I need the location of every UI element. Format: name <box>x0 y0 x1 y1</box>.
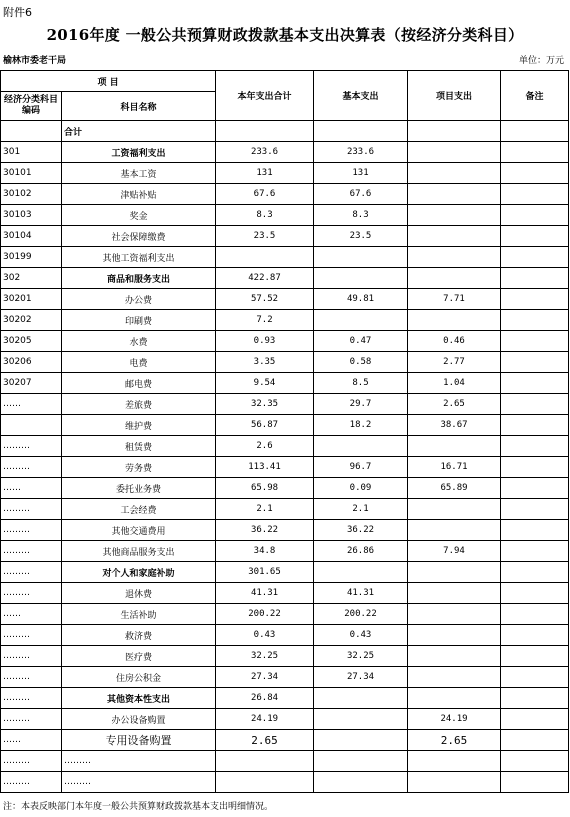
cell-project <box>408 142 501 163</box>
cell-project: 2.65 <box>408 730 501 751</box>
cell-basic: 36.22 <box>314 520 408 541</box>
cell-name: 对个人和家庭补助 <box>62 562 216 583</box>
cell-name: 其他商品服务支出 <box>62 541 216 562</box>
cell-name: 印刷费 <box>62 310 216 331</box>
cell-name: ……… <box>62 772 216 793</box>
cell-code: ……… <box>1 646 62 667</box>
cell-name: 其他工资福利支出 <box>62 247 216 268</box>
table-row <box>1 583 569 604</box>
cell-total <box>216 247 314 268</box>
cell-total <box>216 121 314 142</box>
header-basic: 基本支出 <box>314 71 408 121</box>
table-row <box>1 541 569 562</box>
cell-total: 2.1 <box>216 499 314 520</box>
department-name: 榆林市委老干局 <box>3 56 67 66</box>
table-row <box>1 667 569 688</box>
cell-total: 24.19 <box>216 709 314 730</box>
cell-note <box>501 415 569 436</box>
cell-note <box>501 268 569 289</box>
cell-basic: 0.09 <box>314 478 408 499</box>
table-row <box>1 205 569 226</box>
cell-project: 24.19 <box>408 709 501 730</box>
cell-name: 合计 <box>62 121 216 142</box>
cell-code: ……… <box>1 562 62 583</box>
cell-note <box>501 352 569 373</box>
cell-project <box>408 436 501 457</box>
cell-code: 30205 <box>1 331 62 352</box>
cell-total: 200.22 <box>216 604 314 625</box>
cell-code <box>1 415 62 436</box>
cell-name: 工资福利支出 <box>62 142 216 163</box>
cell-project <box>408 562 501 583</box>
cell-total: 0.43 <box>216 625 314 646</box>
cell-project <box>408 751 501 772</box>
cell-note <box>501 163 569 184</box>
cell-basic: 27.34 <box>314 667 408 688</box>
table-row <box>1 352 569 373</box>
cell-code: 30201 <box>1 289 62 310</box>
table-row <box>1 457 569 478</box>
cell-project <box>408 772 501 793</box>
cell-basic: 18.2 <box>314 415 408 436</box>
cell-code: ……… <box>1 709 62 730</box>
cell-code: …… <box>1 604 62 625</box>
cell-basic <box>314 688 408 709</box>
cell-basic <box>314 730 408 751</box>
cell-code: 30103 <box>1 205 62 226</box>
cell-name: 生活补助 <box>62 604 216 625</box>
table-row <box>1 436 569 457</box>
cell-basic <box>314 310 408 331</box>
cell-note <box>501 625 569 646</box>
cell-basic <box>314 562 408 583</box>
cell-project: 65.89 <box>408 478 501 499</box>
table-row <box>1 226 569 247</box>
cell-project: 2.65 <box>408 394 501 415</box>
cell-note <box>501 562 569 583</box>
table-row <box>1 142 569 163</box>
cell-code: ……… <box>1 436 62 457</box>
cell-total: 65.98 <box>216 478 314 499</box>
cell-project <box>408 625 501 646</box>
cell-code: ……… <box>1 457 62 478</box>
cell-note <box>501 247 569 268</box>
table-row <box>1 289 569 310</box>
cell-note <box>501 667 569 688</box>
table-row <box>1 247 569 268</box>
cell-name: 退休费 <box>62 583 216 604</box>
cell-code: …… <box>1 478 62 499</box>
cell-name: 住房公积金 <box>62 667 216 688</box>
cell-project <box>408 163 501 184</box>
cell-basic <box>314 247 408 268</box>
cell-basic: 0.58 <box>314 352 408 373</box>
table-row <box>1 520 569 541</box>
cell-basic: 67.6 <box>314 184 408 205</box>
cell-note <box>501 394 569 415</box>
cell-basic <box>314 121 408 142</box>
table-row <box>1 184 569 205</box>
cell-name: 商品和服务支出 <box>62 268 216 289</box>
cell-project: 1.04 <box>408 373 501 394</box>
cell-basic: 32.25 <box>314 646 408 667</box>
cell-note <box>501 583 569 604</box>
table-row <box>1 373 569 394</box>
cell-name: 办公设备购置 <box>62 709 216 730</box>
cell-note <box>501 604 569 625</box>
cell-project <box>408 268 501 289</box>
table-body <box>1 121 569 793</box>
cell-project <box>408 646 501 667</box>
cell-name: 办公费 <box>62 289 216 310</box>
cell-total: 32.35 <box>216 394 314 415</box>
cell-code: 30199 <box>1 247 62 268</box>
expenditure-table <box>0 70 569 793</box>
cell-basic: 131 <box>314 163 408 184</box>
cell-total: 8.3 <box>216 205 314 226</box>
cell-basic: 23.5 <box>314 226 408 247</box>
cell-name: 基本工资 <box>62 163 216 184</box>
cell-project <box>408 184 501 205</box>
cell-code: 30102 <box>1 184 62 205</box>
table-row <box>1 331 569 352</box>
table-row <box>1 268 569 289</box>
cell-project <box>408 604 501 625</box>
cell-project <box>408 247 501 268</box>
cell-code: ……… <box>1 625 62 646</box>
cell-name: 邮电费 <box>62 373 216 394</box>
cell-note <box>501 373 569 394</box>
cell-basic: 29.7 <box>314 394 408 415</box>
cell-project <box>408 583 501 604</box>
cell-total: 422.87 <box>216 268 314 289</box>
cell-basic: 49.81 <box>314 289 408 310</box>
cell-basic: 96.7 <box>314 457 408 478</box>
cell-name: 委托业务费 <box>62 478 216 499</box>
cell-basic: 8.3 <box>314 205 408 226</box>
table-row <box>1 499 569 520</box>
cell-basic: 41.31 <box>314 583 408 604</box>
cell-note <box>501 436 569 457</box>
table-row <box>1 646 569 667</box>
table-row <box>1 604 569 625</box>
table-row <box>1 562 569 583</box>
cell-note <box>501 751 569 772</box>
cell-code: ……… <box>1 751 62 772</box>
cell-name: 差旅费 <box>62 394 216 415</box>
table-row <box>1 121 569 142</box>
cell-basic: 2.1 <box>314 499 408 520</box>
cell-project: 2.77 <box>408 352 501 373</box>
cell-note <box>501 499 569 520</box>
table-row <box>1 478 569 499</box>
cell-project <box>408 310 501 331</box>
cell-total: 26.84 <box>216 688 314 709</box>
cell-total: 233.6 <box>216 142 314 163</box>
cell-name: 劳务费 <box>62 457 216 478</box>
cell-total: 9.54 <box>216 373 314 394</box>
cell-note <box>501 226 569 247</box>
cell-name: 奖金 <box>62 205 216 226</box>
cell-total: 34.8 <box>216 541 314 562</box>
cell-name: 津贴补贴 <box>62 184 216 205</box>
cell-code: 301 <box>1 142 62 163</box>
cell-total: 56.87 <box>216 415 314 436</box>
report-title: 2016年度 一般公共预算财政拨款基本支出决算表（按经济分类科目） <box>46 26 524 44</box>
cell-project: 7.94 <box>408 541 501 562</box>
cell-code: 30101 <box>1 163 62 184</box>
cell-code: 302 <box>1 268 62 289</box>
cell-project <box>408 205 501 226</box>
table-row <box>1 163 569 184</box>
cell-note <box>501 457 569 478</box>
cell-project <box>408 499 501 520</box>
cell-project: 7.71 <box>408 289 501 310</box>
header-item: 项 目 <box>1 71 216 92</box>
attachment-label: 附件6 <box>3 6 32 19</box>
cell-project: 16.71 <box>408 457 501 478</box>
cell-basic <box>314 709 408 730</box>
cell-basic: 233.6 <box>314 142 408 163</box>
table-row <box>1 394 569 415</box>
cell-project <box>408 226 501 247</box>
cell-name: 救济费 <box>62 625 216 646</box>
cell-name: 工会经费 <box>62 499 216 520</box>
cell-total: 32.25 <box>216 646 314 667</box>
cell-basic: 0.47 <box>314 331 408 352</box>
cell-code: ……… <box>1 688 62 709</box>
cell-basic: 200.22 <box>314 604 408 625</box>
cell-total: 67.6 <box>216 184 314 205</box>
table-row <box>1 751 569 772</box>
cell-total: 2.6 <box>216 436 314 457</box>
cell-total: 0.93 <box>216 331 314 352</box>
cell-code: ……… <box>1 772 62 793</box>
footnote: 注：本表反映部门本年度一般公共预算财政拨款基本支出明细情况。 <box>3 802 274 812</box>
cell-note <box>501 331 569 352</box>
cell-code: 30206 <box>1 352 62 373</box>
cell-name: 租赁费 <box>62 436 216 457</box>
cell-name: 其他资本性支出 <box>62 688 216 709</box>
cell-basic <box>314 436 408 457</box>
cell-code: ……… <box>1 520 62 541</box>
header-code: 经济分类科目编码 <box>1 92 62 121</box>
header-total: 本年支出合计 <box>216 71 314 121</box>
cell-project <box>408 121 501 142</box>
cell-note <box>501 541 569 562</box>
cell-note <box>501 520 569 541</box>
cell-total: 27.34 <box>216 667 314 688</box>
unit-line <box>0 50 570 66</box>
cell-code: ……… <box>1 667 62 688</box>
cell-basic: 26.86 <box>314 541 408 562</box>
cell-name: 医疗费 <box>62 646 216 667</box>
cell-project <box>408 688 501 709</box>
cell-code: 30104 <box>1 226 62 247</box>
table-row <box>1 730 569 751</box>
cell-code: ……… <box>1 583 62 604</box>
cell-note <box>501 121 569 142</box>
cell-total: 113.41 <box>216 457 314 478</box>
cell-code: ……… <box>1 499 62 520</box>
cell-total: 23.5 <box>216 226 314 247</box>
cell-code: ……… <box>1 541 62 562</box>
cell-name: 其他交通费用 <box>62 520 216 541</box>
cell-note <box>501 289 569 310</box>
cell-note <box>501 142 569 163</box>
cell-note <box>501 184 569 205</box>
cell-total: 2.65 <box>216 730 314 751</box>
cell-basic <box>314 751 408 772</box>
table-row <box>1 625 569 646</box>
cell-project <box>408 520 501 541</box>
header-project: 项目支出 <box>408 71 501 121</box>
cell-basic: 8.5 <box>314 373 408 394</box>
cell-note <box>501 709 569 730</box>
cell-code: 30202 <box>1 310 62 331</box>
cell-basic <box>314 268 408 289</box>
cell-note <box>501 688 569 709</box>
cell-project: 0.46 <box>408 331 501 352</box>
cell-total <box>216 772 314 793</box>
cell-total: 36.22 <box>216 520 314 541</box>
cell-note <box>501 772 569 793</box>
table-row <box>1 709 569 730</box>
cell-project: 38.67 <box>408 415 501 436</box>
cell-note <box>501 205 569 226</box>
cell-basic <box>314 772 408 793</box>
cell-total: 7.2 <box>216 310 314 331</box>
cell-name: ……… <box>62 751 216 772</box>
cell-name: 电费 <box>62 352 216 373</box>
cell-name: 水费 <box>62 331 216 352</box>
cell-note <box>501 646 569 667</box>
cell-total: 3.35 <box>216 352 314 373</box>
header-note: 备注 <box>501 71 569 121</box>
cell-name: 社会保障缴费 <box>62 226 216 247</box>
table-row <box>1 310 569 331</box>
cell-total: 57.52 <box>216 289 314 310</box>
cell-total: 131 <box>216 163 314 184</box>
cell-project <box>408 667 501 688</box>
table-row <box>1 688 569 709</box>
cell-code <box>1 121 62 142</box>
cell-note <box>501 478 569 499</box>
cell-total: 301.65 <box>216 562 314 583</box>
cell-code: …… <box>1 730 62 751</box>
cell-basic: 0.43 <box>314 625 408 646</box>
cell-total: 41.31 <box>216 583 314 604</box>
cell-code: 30207 <box>1 373 62 394</box>
cell-name: 专用设备购置 <box>62 730 216 751</box>
table-row <box>1 415 569 436</box>
header-name: 科目名称 <box>62 92 216 121</box>
cell-name: 维护费 <box>62 415 216 436</box>
cell-note <box>501 730 569 751</box>
cell-note <box>501 310 569 331</box>
cell-total <box>216 751 314 772</box>
unit-label: 单位：万元 <box>518 56 564 66</box>
cell-code: …… <box>1 394 62 415</box>
table-row <box>1 772 569 793</box>
